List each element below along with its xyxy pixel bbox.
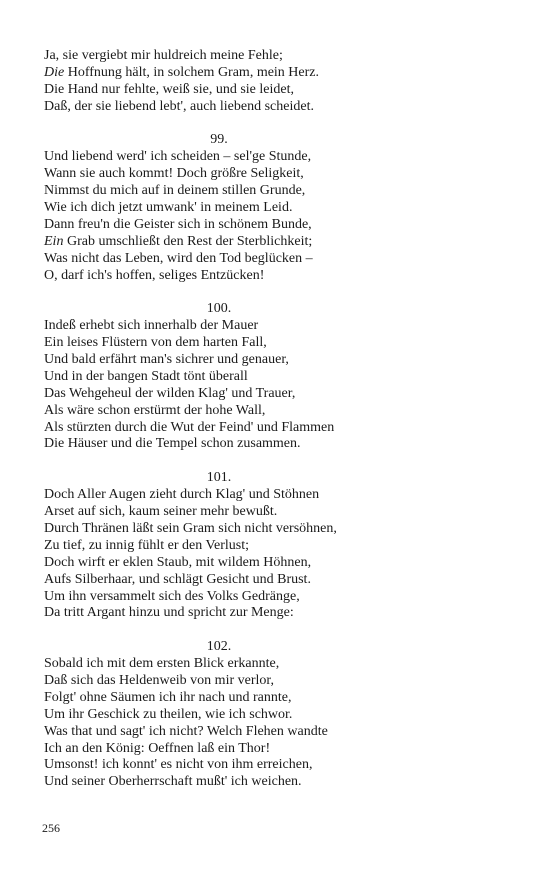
verse-line [44, 487, 394, 504]
verse-line [44, 251, 394, 268]
verse-line [44, 234, 394, 251]
verse-line [44, 605, 394, 622]
verse-text: Aufs Silberhaar, und schlägt Gesicht und Brust. [44, 571, 311, 587]
verse-line [44, 707, 394, 724]
stanza [44, 639, 394, 791]
verse-line [44, 589, 394, 606]
verse-line [44, 369, 394, 386]
verse-text: Ja, sie vergiebt mir huldreich meine Fehle; [44, 48, 283, 63]
verse-text: Das Wehgeheul der wilden Klag' und Trauer, [44, 385, 296, 401]
verse-text: Doch wirft er eklen Staub, mit wildem Höhnen, [44, 554, 312, 570]
verse-line [44, 757, 394, 774]
verse-line [44, 656, 394, 673]
verse-line [44, 318, 394, 335]
verse-text: Daß sich das Heldenweib von mir verlor, [44, 672, 274, 688]
poem-text [44, 48, 394, 791]
verse-text: Um ihr Geschick zu theilen, wie ich schwor. [44, 706, 293, 722]
verse-line [44, 82, 394, 99]
verse-text: Ich an den König: Oeffnen laß ein Thor! [44, 740, 271, 756]
verse-line [44, 99, 394, 116]
stanza-number: 102. [206, 639, 232, 655]
verse-text: O, darf ich's hoffen, seliges Entzücken! [44, 267, 265, 283]
verse-line [44, 200, 394, 217]
verse-text: Da tritt Argant hinzu und spricht zur Menge: [44, 605, 294, 621]
verse-line [44, 572, 394, 589]
verse-text: Doch Aller Augen zieht durch Klag' und Stöhnen [44, 487, 320, 503]
verse-line [44, 504, 394, 521]
verse-line [44, 268, 394, 285]
verse-text: Durch Thränen läßt sein Gram sich nicht versöhnen, [44, 520, 337, 536]
verse-line [44, 352, 394, 369]
verse-text: Arset auf sich, kaum seiner mehr bewußt. [44, 504, 278, 520]
stanza-number: 99. [210, 132, 228, 148]
verse-line [44, 335, 394, 352]
verse-line [44, 724, 394, 741]
verse-text: Zu tief, zu innig fühlt er den Verlust; [44, 537, 250, 553]
verse-line [44, 166, 394, 183]
verse-line [44, 555, 394, 572]
verse-text: Wie ich dich jetzt umwank' in meinem Leid. [44, 200, 293, 216]
verse-line [44, 65, 394, 82]
verse-line [44, 420, 394, 437]
verse-text: Indeß erhebt sich innerhalb der Mauer [44, 318, 259, 334]
stanza-number: 101. [206, 470, 232, 486]
verse-text: Und bald erfährt man's sichrer und genauer, [44, 352, 289, 368]
verse-text: Die Häuser und die Tempel schon zusammen. [44, 436, 301, 452]
verse-line [44, 217, 394, 234]
verse-text: Dann freu'n die Geister sich in schönem Bunde, [44, 216, 312, 232]
stanza [44, 301, 394, 453]
page-number: 256 [42, 821, 60, 835]
verse-text: Umsonst! ich konnt' es nicht von ihm erreichen, [44, 757, 313, 773]
verse-text: Was that und sagt' ich nicht? Welch Flehen wandte [44, 723, 328, 739]
verse-emphasis: Die [44, 64, 65, 80]
stanza [44, 132, 394, 284]
stanza [44, 470, 394, 622]
verse-line [44, 149, 394, 166]
verse-line [44, 521, 394, 538]
verse-text: Folgt' ohne Säumen ich ihr nach und rannte, [44, 689, 292, 705]
verse-emphasis: Ein [44, 233, 64, 249]
verse-text: Wann sie auch kommt! Doch größre Seligkeit, [44, 166, 304, 182]
verse-line [44, 538, 394, 555]
verse-text: Als wäre schon erstürmt der hohe Wall, [44, 402, 266, 418]
verse-line [44, 386, 394, 403]
verse-line [44, 690, 394, 707]
verse-line [44, 673, 394, 690]
stanza-number: 100. [206, 301, 232, 317]
verse-text: Nimmst du mich auf in deinem stillen Grunde, [44, 183, 306, 199]
verse-text: Hoffnung hält, in solchem Gram, mein Herz. [64, 64, 320, 80]
verse-text: Und seiner Oberherrschaft mußt' ich weichen. [44, 774, 302, 790]
verse-text: Daß, der sie liebend lebt', auch liebend scheidet. [44, 98, 314, 114]
verse-text: Ein leises Flüstern von dem harten Fall, [44, 335, 267, 351]
stanza [44, 48, 394, 116]
verse-line [44, 183, 394, 200]
verse-text: Um ihn versammelt sich des Volks Gedränge, [44, 588, 300, 604]
verse-line [44, 774, 394, 791]
verse-text: Und liebend werd' ich scheiden – sel'ge Stunde, [44, 149, 312, 165]
verse-text: Sobald ich mit dem ersten Blick erkannte, [44, 656, 280, 672]
verse-line [44, 741, 394, 758]
verse-line [44, 48, 394, 65]
verse-text: Was nicht das Leben, wird den Tod beglücken – [44, 250, 313, 266]
verse-text: Und in der bangen Stadt tönt überall [44, 368, 248, 384]
verse-text: Die Hand nur fehlte, weiß sie, und sie leidet, [44, 81, 294, 97]
verse-text: Grab umschließt den Rest der Sterblichkeit; [63, 233, 313, 249]
verse-text: Als stürzten durch die Wut der Feind' und Flammen [44, 419, 335, 435]
verse-line [44, 403, 394, 420]
verse-line [44, 436, 394, 453]
